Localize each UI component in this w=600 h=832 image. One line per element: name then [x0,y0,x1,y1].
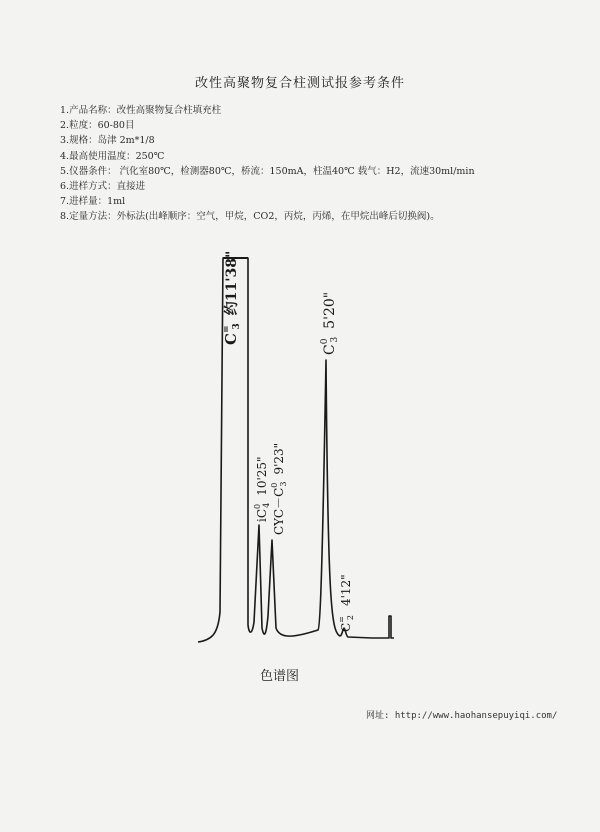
peak-label-5-sup: = [337,616,346,623]
peak-label-1 [222,251,242,345]
peak-label-1-sup: = [222,325,232,334]
peak-label-5 [337,574,355,632]
spec-item: 4.最高使用温度：250℃ [60,150,165,162]
svg-text:iC0410'25" [253,456,271,522]
peak-label-2 [253,456,271,522]
peak-label-3-time: 9'23" [272,442,286,475]
peak-label-2-name: iC [255,508,269,522]
peak-label-4-sub: 3 [330,336,340,343]
spec-item: 7.进样量：1ml [60,196,126,208]
svg-text:C=3约11'38" [222,251,242,345]
peak-label-4-time: 5'20" [322,291,338,329]
chromatogram-caption: 色谱图 [260,669,300,684]
svg-text:C=24'12" [337,574,355,632]
peak-label-2-sup: 0 [253,503,262,509]
document-title: 改性高聚物复合柱测试报参考条件 [194,76,405,91]
spec-item: 1.产品名称：改性高聚物复合柱填充柱 [60,105,222,116]
peak-label-5-time: 4'12" [339,574,353,607]
peak-label-1-time: 约11'38" [224,250,240,316]
peak-label-1-name: C [222,333,240,345]
spec-item: 3.规格：岛津 2m*1/8 [60,135,155,147]
svg-text:CYC－C039'23" [270,443,288,535]
spec-item: 6.进样方式：直接进 [60,181,146,193]
peak-label-3-name: CYC－C [272,487,286,535]
peak-label-5-sub: 2 [346,615,355,621]
peak-label-3-sub: 3 [279,481,288,487]
peak-label-3-sup: 0 [270,482,279,488]
website-footer: 网址: http://www.haohansepuyiqi.com/ [366,711,558,721]
peak-label-3 [270,443,288,535]
peak-label-4-name: C [322,344,338,355]
spec-item: 8.定量方法：外标法(出峰顺序：空气，甲烷，CO2，丙烷，丙烯，在甲烷出峰后切换阀)。 [60,211,440,223]
spec-item: 5.仪器条件： 汽化室80℃，检测器80℃，桥流：150mA，柱温40℃ 载气：H2，流速30ml/min [60,165,475,177]
svg-text:C035'20" [320,292,340,355]
peak-label-4-sup: 0 [320,338,330,345]
peak-label-2-sub: 4 [262,502,271,508]
peak-label-1-sub: 3 [232,323,242,330]
spec-item: 2.粒度：60-80目 [60,120,135,132]
peak-label-5-name: C [339,622,353,632]
peak-label-4 [320,292,340,355]
peak-label-2-time: 10'25" [255,456,269,496]
